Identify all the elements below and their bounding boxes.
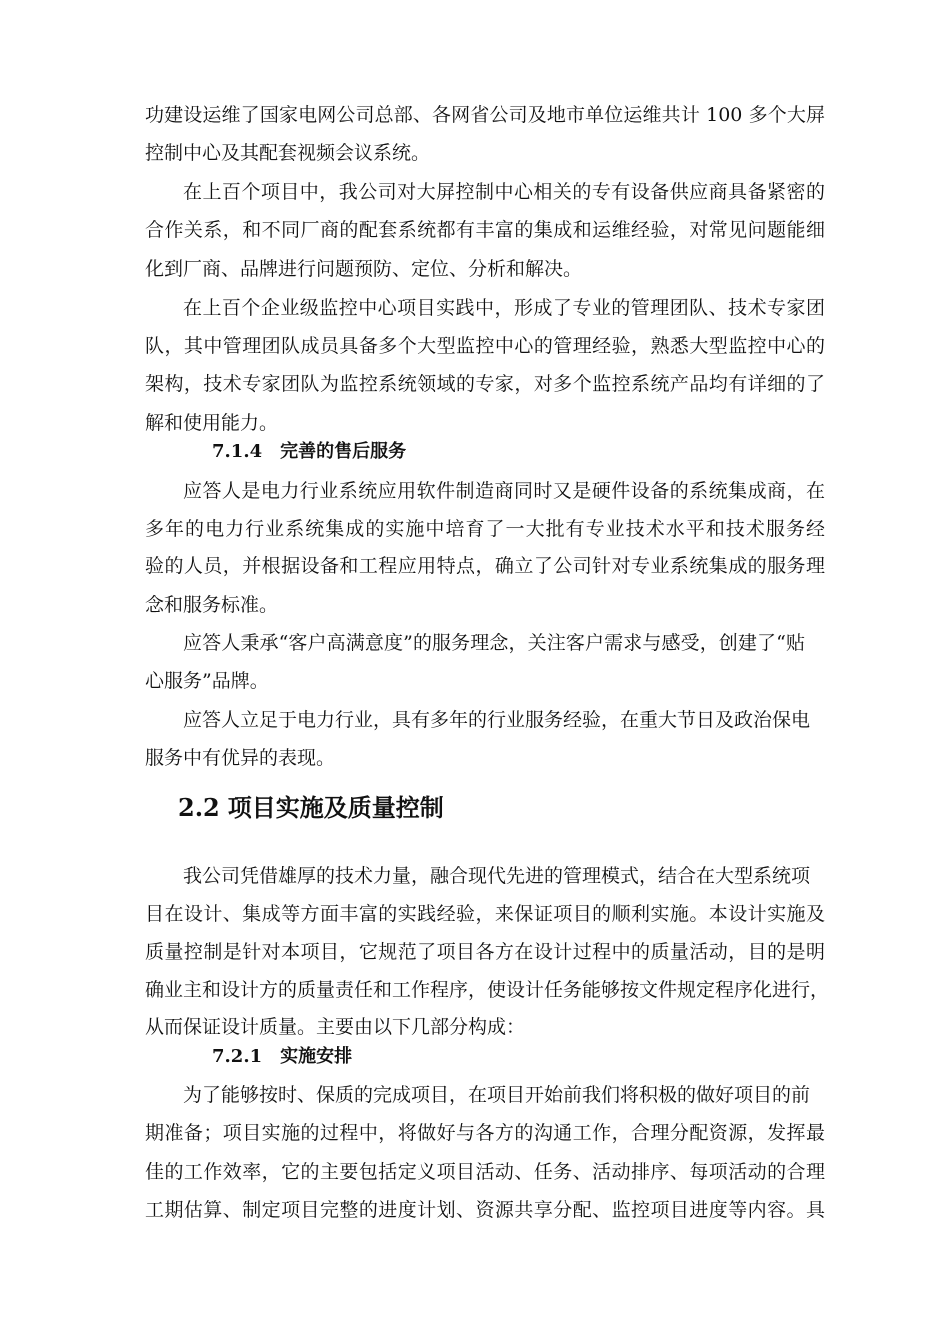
paragraph-line: 心服务”品牌。 <box>145 670 269 692</box>
paragraph-line: 功建设运维了国家电网公司总部、各网省公司及地市单位运维共计 100 多个大屏 <box>145 104 825 126</box>
paragraph-line: 验的人员，并根据设备和工程应用特点，确立了公司针对专业系统集成的服务理 <box>145 555 825 577</box>
paragraph-line: 控制中心及其配套视频会议系统。 <box>145 142 431 164</box>
paragraph-line: 确业主和设计方的质量责任和工作程序，使设计任务能够按文件规定程序化进行， <box>145 979 830 1001</box>
paragraph-line: 服务中有优异的表现。 <box>145 747 336 769</box>
paragraph-line: 合作关系，和不同厂商的配套系统都有丰富的集成和运维经验，对常见问题能细 <box>145 219 825 241</box>
paragraph-line: 队，其中管理团队成员具备多个大型监控中心的管理经验，熟悉大型监控中心的 <box>145 335 825 357</box>
paragraph-line: 期准备；项目实施的过程中，将做好与各方的沟通工作，合理分配资源，发挥最 <box>145 1122 825 1144</box>
section-heading-2-2 <box>178 793 444 823</box>
heading-number: 2.2 <box>178 793 220 822</box>
heading-title: 项目实施及质量控制 <box>227 793 444 822</box>
paragraph-line: 从而保证设计质量。主要由以下几部分构成： <box>145 1016 526 1038</box>
paragraph-line: 念和服务标准。 <box>145 594 279 616</box>
paragraph-line: 应答人秉承“客户高满意度”的服务理念，关注客户需求与感受，创建了“贴 <box>183 632 805 654</box>
paragraph-line: 目在设计、集成等方面丰富的实践经验，来保证项目的顺利实施。本设计实施及 <box>145 903 825 925</box>
paragraph-line: 我公司凭借雄厚的技术力量，融合现代先进的管理模式，结合在大型系统项 <box>183 865 811 887</box>
heading-number: 7.2.1 <box>212 1046 263 1067</box>
heading-number: 7.1.4 <box>212 441 263 462</box>
section-heading-7-2-1 <box>212 1045 352 1069</box>
paragraph-line: 架构，技术专家团队为监控系统领域的专家，对多个监控系统产品均有详细的了 <box>145 373 825 395</box>
heading-title: 完善的售后服务 <box>280 441 407 462</box>
heading-title: 实施安排 <box>280 1046 353 1067</box>
paragraph-line: 质量控制是针对本项目，它规范了项目各方在设计过程中的质量活动，目的是明 <box>145 941 825 963</box>
paragraph-line: 化到厂商、品牌进行问题预防、定位、分析和解决。 <box>145 258 583 280</box>
paragraph-line: 为了能够按时、保质的完成项目，在项目开始前我们将积极的做好项目的前 <box>183 1084 811 1106</box>
paragraph-line: 工期估算、制定项目完整的进度计划、资源共享分配、监控项目进度等内容。具 <box>145 1199 825 1221</box>
paragraph-line: 在上百个项目中，我公司对大屏控制中心相关的专有设备供应商具备紧密的 <box>183 181 825 203</box>
paragraph-line: 多年的电力行业系统集成的实施中培育了一大批有专业技术水平和技术服务经 <box>145 518 825 540</box>
paragraph-line: 应答人立足于电力行业，具有多年的行业服务经验，在重大节日及政治保电 <box>183 709 811 731</box>
paragraph-line: 佳的工作效率，它的主要包括定义项目活动、任务、活动排序、每项活动的合理 <box>145 1161 825 1183</box>
paragraph-line: 解和使用能力。 <box>145 412 279 434</box>
paragraph-line: 在上百个企业级监控中心项目实践中，形成了专业的管理团队、技术专家团 <box>183 297 825 319</box>
section-heading-7-1-4 <box>212 440 406 464</box>
paragraph-line: 应答人是电力行业系统应用软件制造商同时又是硬件设备的系统集成商，在 <box>183 480 825 502</box>
